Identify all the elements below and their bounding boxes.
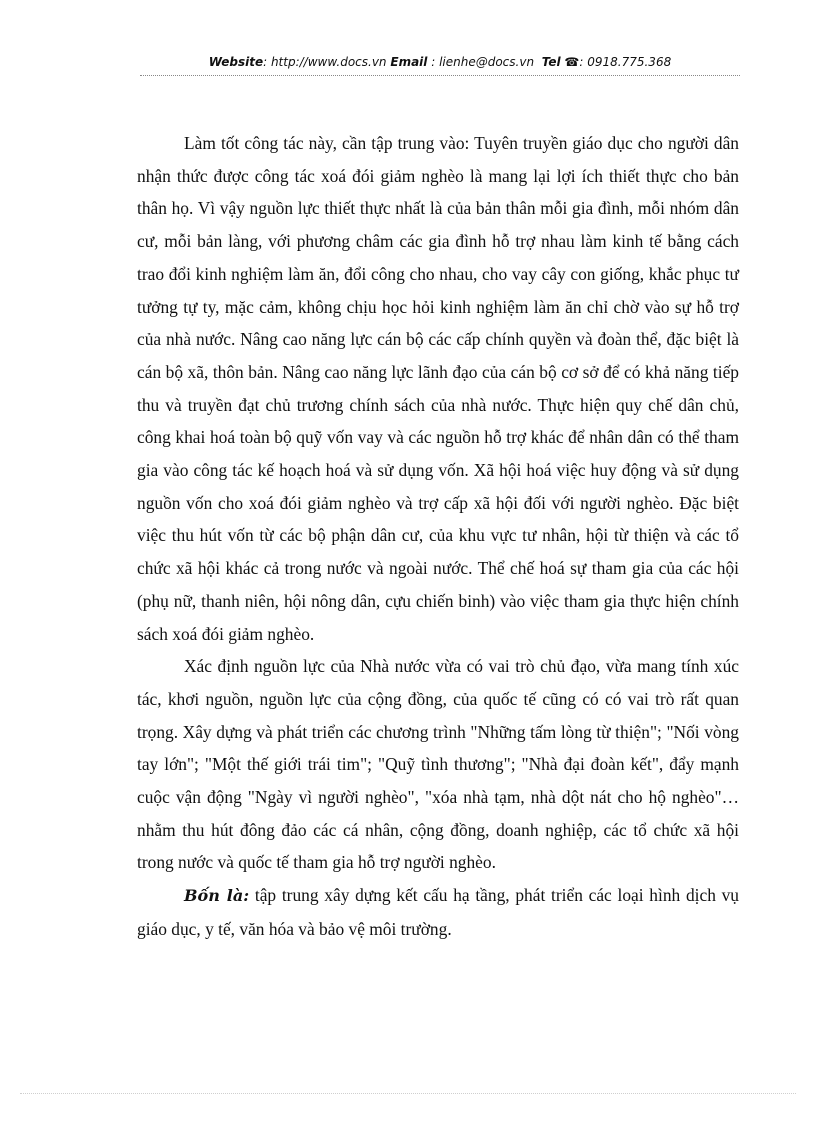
- paragraph-2: Xác định nguồn lực của Nhà nước vừa có vai trò chủ đạo, vừa mang tính xúc tác, khơi nguồn, nguồn lực của cộng đồng, của quốc tế cũng có có vai trò rất quan trọng. Xây dựng và phát triển các chương trình "Những tấm lòng từ thiện"; "Nối vòng tay lớn"; "Một thế giới trái tim"; "Quỹ tình thương"; "Nhà đại đoàn kết", đẩy mạnh cuộc vận động "Ngày vì người nghèo", "xóa nhà tạm, nhà dột nát cho hộ nghèo"… nhằm thu hút đông đảo các cá nhân, cộng đồng, doanh nghiệp, các tổ chức xã hội trong nước và quốc tế tham gia hỗ trợ người nghèo.: [137, 656, 739, 873]
- document-body: [137, 127, 739, 946]
- tel-separator: :: [579, 55, 588, 69]
- email-label: Email: [390, 55, 428, 69]
- website-label: Website: [208, 55, 264, 69]
- paragraph-1: Làm tốt công tác này, cần tập trung vào: Tuyên truyền giáo dục cho người dân nhận thức được công tác xoá đói giảm nghèo là mang lại lợi ích thiết thực cho bản thân họ. Vì vậy nguồn lực thiết thực nhất là của bản thân mỗi gia đình, mỗi nhóm dân cư, mỗi bản làng, với phương châm các gia đình hỗ trợ nhau làm kinh tế bằng cách trao đổi kinh nghiệm làm ăn, đổi công cho nhau, cho vay cây con giống, khắc phục tư tưởng tự ty, mặc cảm, không chịu học hỏi kinh nghiệm làm ăn chỉ chờ vào sự hỗ trợ của nhà nước. Nâng cao năng lực cán bộ các cấp chính quyền và đoàn thể, đặc biệt là cán bộ xã, thôn bản. Nâng cao năng lực lãnh đạo của cán bộ cơ sở để có khả năng tiếp thu và truyền đạt chủ trương chính sách của nhà nước. Thực hiện quy chế dân chủ, công khai hoá toàn bộ quỹ vốn vay và các nguồn hỗ trợ khác để nhân dân có thể tham gia vào công tác kế hoạch hoá và sử dụng vốn. Xã hội hoá việc huy động và sử dụng nguồn vốn cho xoá đói giảm nghèo và trợ cấp xã hội đối với người nghèo. Đặc biệt việc thu hút vốn từ các bộ phận dân cư, của khu vực tư nhân, hội từ thiện và các tổ chức xã hội khác cả trong nước và ngoài nước. Thể chế hoá sự tham gia của các hội (phụ nữ, thanh niên, hội nông dân, cựu chiến binh) vào việc tham gia thực hiện chính sách xoá đói giảm nghèo.: [137, 133, 739, 644]
- email-separator: :: [427, 55, 440, 69]
- paragraph-3: [137, 879, 739, 945]
- email-address: lienhe@docs.vn: [439, 55, 535, 69]
- website-url: http://www.docs.vn: [270, 55, 387, 69]
- telephone-icon: ☎: [564, 55, 580, 69]
- website-separator: :: [263, 55, 271, 69]
- paragraph-lead: Bốn là:: [184, 886, 250, 906]
- tel-label: Tel: [541, 55, 561, 69]
- paragraph-3-text: tập trung xây dựng kết cấu hạ tầng, phát triển các loại hình dịch vụ giáo dục, y tế, văn hóa và bảo vệ môi trường.: [137, 885, 740, 939]
- header-divider: [140, 75, 740, 76]
- page-header: [140, 55, 740, 69]
- tel-number: 0918.775.368: [587, 55, 672, 69]
- footer-divider: [20, 1093, 796, 1094]
